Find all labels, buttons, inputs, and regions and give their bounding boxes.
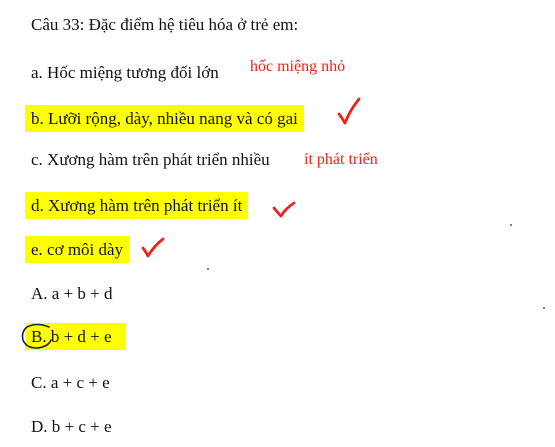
statement-d-highlight: d. Xương hàm trên phát triển ít [25, 192, 248, 219]
statement-b-highlight: b. Lưỡi rộng, dày, nhiều nang và có gai [25, 105, 304, 132]
statement-e-highlight: e. cơ môi dày [25, 236, 129, 263]
annotation-a: hốc miệng nhỏ [250, 58, 346, 75]
question-title: Câu 33: Đặc điểm hệ tiêu hóa ở trẻ em: [31, 15, 299, 34]
choice-d [31, 417, 112, 437]
scan-speck [207, 268, 209, 270]
scan-speck [510, 224, 512, 226]
choice-a [31, 284, 113, 304]
choice-a-text: a + b + d [47, 284, 113, 303]
statement-c: c. Xương hàm trên phát triển nhiều [31, 150, 270, 169]
statement-e [31, 240, 129, 260]
choice-c [31, 373, 110, 393]
choice-b-text: b + d + e [46, 327, 112, 346]
choice-c-text: a + c + e [46, 373, 110, 392]
checkmark-e-icon [140, 236, 166, 262]
statement-a: a. Hốc miệng tương đối lớn [31, 63, 219, 82]
scan-speck [543, 307, 545, 309]
checkmark-d-icon [271, 199, 297, 221]
choice-d-text: b + c + e [47, 417, 112, 436]
choice-a-label: A. [31, 284, 48, 303]
choice-b-label: B. [31, 327, 47, 346]
annotation-c: ít phát triển [304, 151, 378, 168]
pen-circle-icon [19, 321, 57, 353]
checkmark-b-icon [336, 96, 362, 128]
choice-d-label: D. [31, 417, 48, 436]
statement-d [31, 196, 248, 216]
statement-b [31, 109, 304, 129]
choice-c-label: C. [31, 373, 47, 392]
